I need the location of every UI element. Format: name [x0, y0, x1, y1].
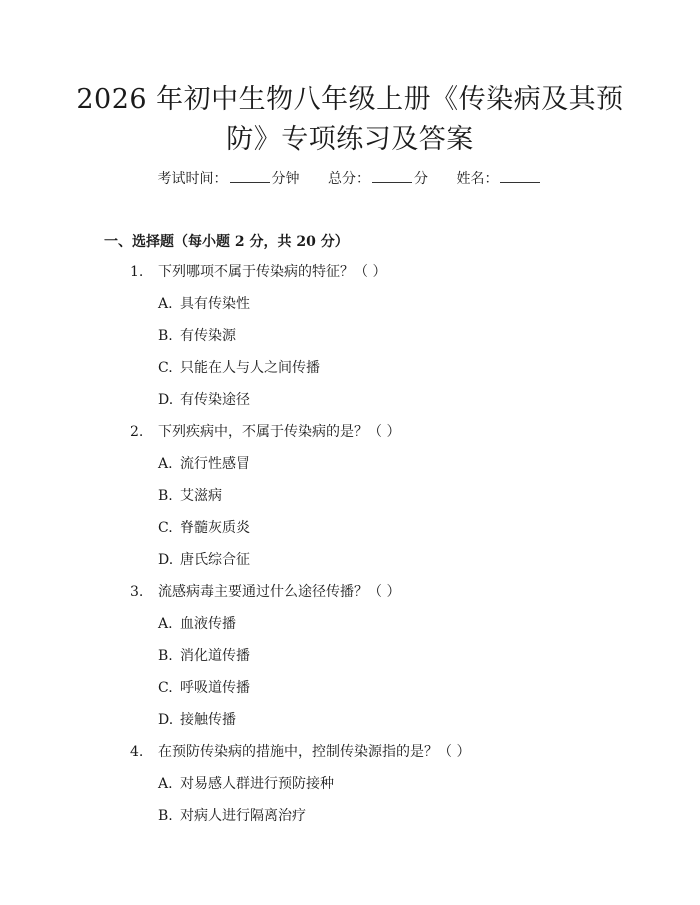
exam-time-unit: 分钟 — [271, 171, 300, 187]
question-number: 2. — [130, 424, 144, 440]
option-text: 脊髓灰质炎 — [180, 520, 250, 536]
option-letter: D. — [158, 712, 174, 728]
option-3c — [158, 678, 250, 698]
option-text: 对病人进行隔离治疗 — [180, 808, 306, 824]
option-text: 呼吸道传播 — [180, 680, 250, 696]
question-number: 1. — [130, 264, 144, 280]
option-text: 唐氏综合征 — [180, 552, 250, 568]
question-text: 下列哪项不属于传染病的特征？（ ） — [158, 264, 387, 280]
question-text: 下列疾病中，不属于传染病的是？（ ） — [158, 424, 401, 440]
option-1a — [158, 294, 250, 314]
name-blank — [500, 168, 540, 183]
option-1c — [158, 358, 320, 378]
page-title-line-2: 防》专项练习及答案 — [226, 124, 474, 155]
option-letter: C. — [158, 680, 173, 696]
total-score-label: 总分： — [328, 171, 370, 187]
question-number: 3. — [130, 584, 144, 600]
option-2b — [158, 486, 222, 506]
question-4 — [130, 742, 470, 762]
option-text: 有传染源 — [180, 328, 236, 344]
option-text: 对易感人群进行预防接种 — [180, 776, 334, 792]
question-3 — [130, 582, 400, 602]
option-4b — [158, 806, 306, 826]
exam-time-field — [158, 168, 300, 189]
option-letter: C. — [158, 520, 173, 536]
option-letter: D. — [158, 392, 174, 408]
option-text: 有传染途径 — [180, 392, 250, 408]
option-letter: C. — [158, 360, 173, 376]
option-2d — [158, 550, 250, 570]
question-1 — [130, 262, 386, 282]
option-text: 消化道传播 — [180, 648, 250, 664]
option-3a — [158, 614, 236, 634]
question-text: 在预防传染病的措施中，控制传染源指的是？（ ） — [158, 744, 471, 760]
section-heading: 一、选择题（每小题 2 分，共 20 分） — [104, 234, 349, 250]
option-1d — [158, 390, 250, 410]
option-text: 接触传播 — [180, 712, 236, 728]
exam-meta — [0, 168, 700, 189]
option-text: 流行性感冒 — [180, 456, 250, 472]
total-score-unit: 分 — [414, 171, 428, 187]
option-text: 艾滋病 — [180, 488, 222, 504]
question-text: 流感病毒主要通过什么途径传播？（ ） — [158, 584, 401, 600]
option-2c — [158, 518, 250, 538]
option-letter: A. — [158, 616, 173, 632]
total-score-blank — [372, 168, 412, 183]
option-letter: B. — [158, 328, 173, 344]
option-letter: B. — [158, 488, 173, 504]
total-score-field — [328, 168, 428, 189]
question-number: 4. — [130, 744, 144, 760]
option-3b — [158, 646, 250, 666]
exam-time-label: 考试时间： — [157, 171, 228, 187]
option-letter: A. — [158, 296, 173, 312]
option-1b — [158, 326, 236, 346]
option-letter: D. — [158, 552, 174, 568]
option-text: 血液传播 — [180, 616, 236, 632]
name-field — [456, 168, 542, 189]
option-2a — [158, 454, 250, 474]
page-title-line-1: 2026 年初中生物八年级上册《传染病及其预 — [76, 84, 624, 115]
option-text: 只能在人与人之间传播 — [180, 360, 320, 376]
option-letter: A. — [158, 776, 173, 792]
exam-time-blank — [230, 168, 270, 183]
name-label: 姓名： — [456, 171, 499, 187]
question-2 — [130, 422, 400, 442]
option-4a — [158, 774, 334, 794]
option-letter: B. — [158, 648, 173, 664]
option-3d — [158, 710, 236, 730]
option-letter: B. — [158, 808, 173, 824]
option-text: 具有传染性 — [180, 296, 250, 312]
option-letter: A. — [158, 456, 173, 472]
